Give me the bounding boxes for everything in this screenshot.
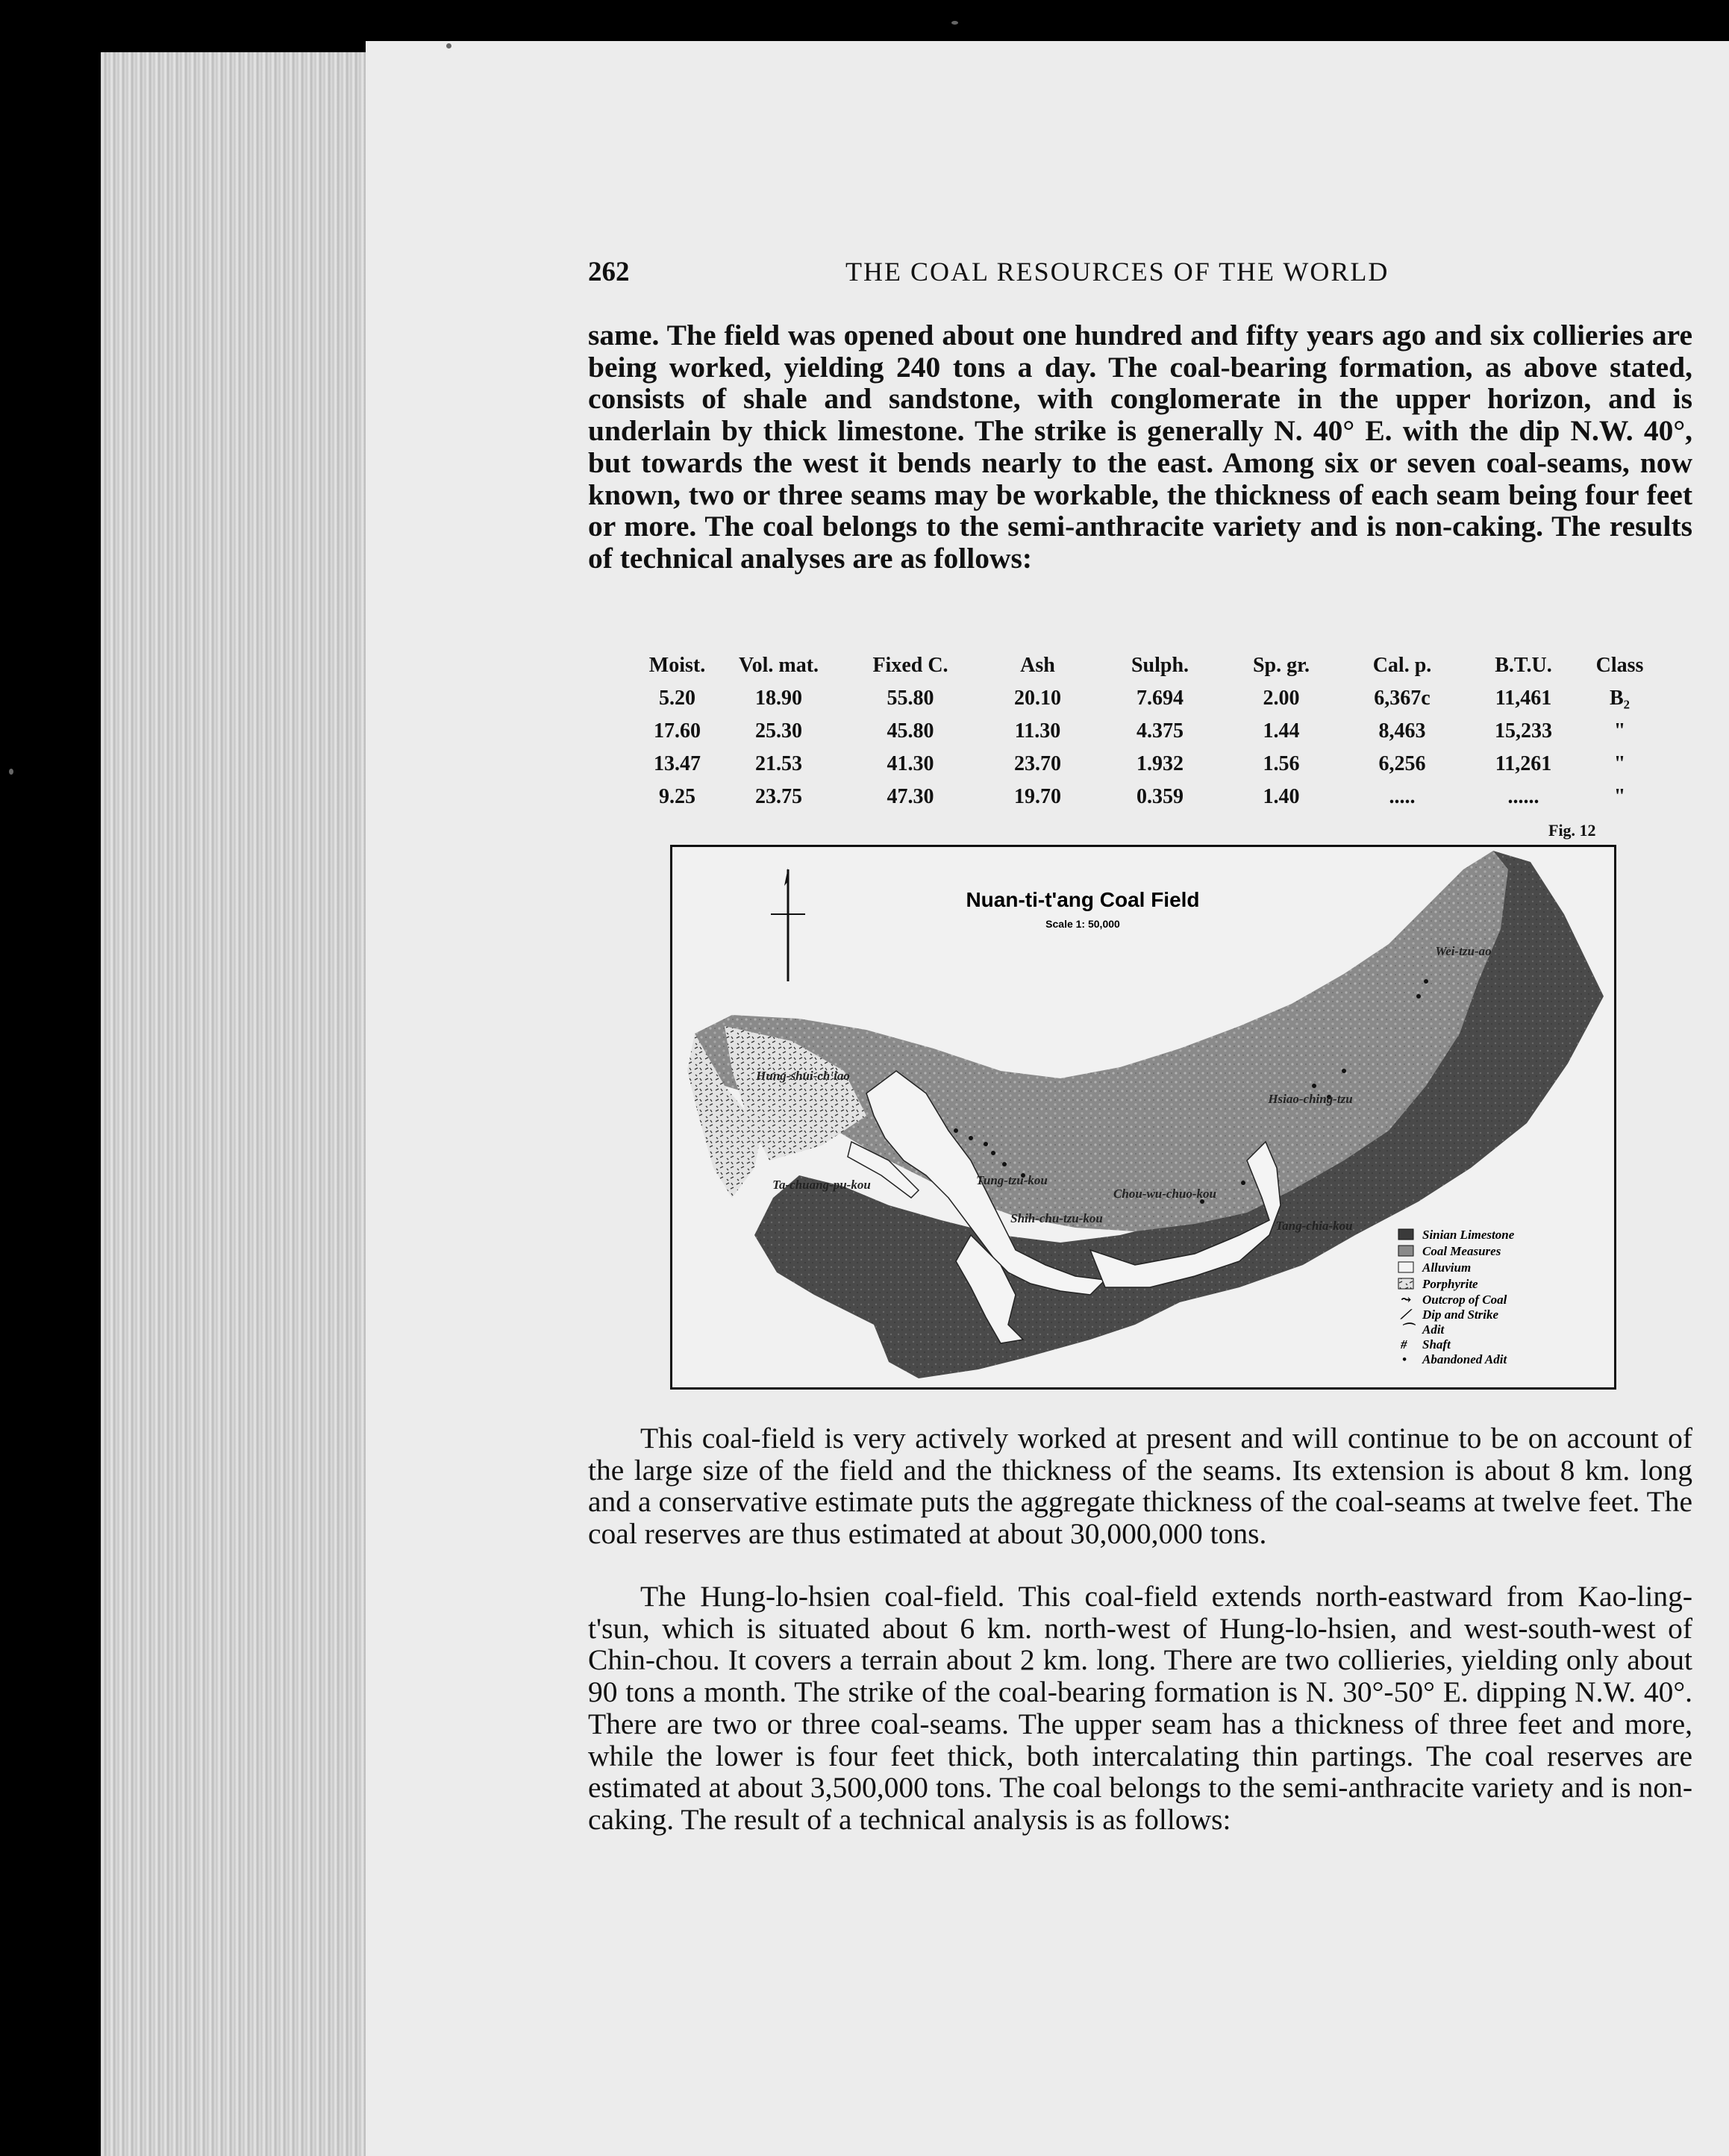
table-cell: " [1613,752,1626,775]
table-cell: " [1613,719,1626,743]
shaft-symbol-icon: # [1401,1337,1407,1352]
table-cell: 5.20 [659,687,695,710]
sinian-limestone-swatch [1398,1229,1413,1240]
col-header: B.T.U. [1495,654,1552,677]
map-scale: Scale 1: 50,000 [1045,918,1120,930]
paragraph-hung-lo-hsien: The Hung-lo-hsien coal-field. This coal-field extends north-eastward from Kao-ling-t'sun, which is situated about 6 km. north-west of Hung-lo-hsien, and west-south-west of Chin-chou. It covers a terrain about 2 km. long. There are two collieries, yielding only about 90 tons a month. The strike of the coal-bearing formation is N. 30°-50° E. dipping N.W. 40°. There are two or three coal-seams. The upper seam has a thickness of three feet and more, while the lower is four feet thick, both intercalating thin partings. The coal reserves are estimated at about 3,500,000 tons. The coal belongs to the semi-anthracite variety and is non-caking. The result of a technical analysis is as follows: [588,1580,1692,1836]
table-cell: 20.10 [1014,687,1061,710]
table-cell: 2.00 [1263,687,1300,710]
table-cell: 4.375 [1136,719,1184,743]
dust-speck [446,43,451,49]
table-cell: 17.60 [654,719,701,743]
legend-label: Sinian Limestone [1422,1228,1515,1242]
table-row [642,715,1655,748]
table-cell: B₂ [1609,687,1630,710]
col-header: Cal. p. [1372,654,1432,677]
map-drawing [672,847,1614,1387]
table-cell: 47.30 [887,785,934,808]
table-cell: 11,261 [1495,752,1552,775]
legend-label: Coal Measures [1422,1244,1501,1258]
col-header: Fixed C. [872,654,948,677]
col-header: Class [1595,654,1644,677]
place-label: Wei-tzu-ao [1435,944,1492,958]
place-label: Shih-chu-tzu-kou [1010,1211,1103,1225]
place-label: Chou-wu-chuo-kou [1113,1187,1216,1201]
alluvium-swatch [1398,1262,1413,1272]
running-head [588,256,1692,293]
table-cell: 45.80 [887,719,934,743]
table-cell: 7.694 [1136,687,1184,710]
table-cell: 6,256 [1378,752,1426,775]
table-cell: 13.47 [654,752,701,775]
dust-speck [951,21,958,25]
place-label: Ta-chuang-pu-kou [772,1178,871,1192]
place-label: Hung-shui-ch'iao [756,1069,850,1083]
col-header: Vol. mat. [738,654,819,677]
table-cell: 11.30 [1014,719,1061,743]
page-header-title: THE COAL RESOURCES OF THE WORLD [845,257,1389,287]
coal-field-map [670,845,1616,1390]
porphyrite-swatch [1398,1278,1413,1289]
table-cell: " [1613,785,1626,808]
table-cell: 15,233 [1495,719,1552,743]
table-cell: 23.70 [1014,752,1061,775]
paragraph-field-description: same. The field was opened about one hundred and fifty years ago and six collieries are being worked, yielding 240 tons a day. The coal-bearing formation, as above stated, consists of shale and sandstone, with conglomerate in the upper horizon, and is underlain by thick limestone. The strike is generally N. 40° E. with the dip N.W. 40°, but towards the west it bends nearly to the east. Among six or seven coal-seams, now known, two or three seams may be workable, the thickness of each seam being four feet or more. The coal belongs to the semi-anthracite variety and is non-caking. The results of technical analyses are as follows: [588,319,1692,575]
figure-label: Fig. 12 [1548,821,1596,840]
col-header: Sulph. [1131,654,1189,677]
dust-speck [9,769,13,775]
legend-label: Dip and Strike [1422,1307,1499,1322]
table-row [642,748,1655,781]
table-cell: 25.30 [755,719,802,743]
outcrop-symbol-icon: ⤳ [1401,1293,1412,1307]
table-cell: 19.70 [1014,785,1061,808]
table-cell: 1.44 [1263,719,1300,743]
table-cell: 11,461 [1495,687,1552,710]
table-cell: 8,463 [1378,719,1426,743]
table-cell: 23.75 [755,785,802,808]
place-label: Tang-chia-kou [1275,1219,1353,1233]
table-cell: 21.53 [755,752,802,775]
coal-measures-swatch [1398,1246,1413,1256]
table-cell: 0.359 [1136,785,1184,808]
analysis-table [642,649,1655,813]
paragraph-field-estimate: This coal-field is very actively worked at present and will continue to be on account of the large size of the field and the thickness of the seams. Its extension is about 8 km. long and a conservative estimate puts the aggregate thickness of the coal-seams at twelve feet. The coal reserves are thus estimated at about 30,000,000 tons. [588,1422,1692,1551]
place-label: Hsiao-ching-tzu [1268,1092,1353,1106]
table-cell: 6,367c [1374,687,1431,710]
col-header: Moist. [648,654,706,677]
table-cell: 41.30 [887,752,934,775]
table-cell: 18.90 [755,687,802,710]
north-arrow-icon [771,868,805,981]
table-cell: ...... [1507,785,1539,808]
table-cell: ..... [1389,785,1416,808]
legend-label: Shaft [1422,1337,1451,1352]
book-page-edges [101,52,369,2156]
abandoned-adit-symbol-icon: • [1402,1352,1407,1366]
page-number: 262 [588,257,630,287]
legend-label: Adit [1422,1322,1445,1337]
table-cell: 9.25 [659,785,695,808]
legend-label: Outcrop of Coal [1422,1293,1507,1307]
table-cell: 1.40 [1263,785,1300,808]
legend-label: Alluvium [1422,1260,1472,1275]
legend-label: Abandoned Adit [1422,1352,1507,1366]
table-row [642,781,1655,813]
col-header: Ash [1020,654,1055,677]
table-cell: 1.932 [1136,752,1184,775]
table-cell: 55.80 [887,687,934,710]
analysis-header-row [642,649,1655,682]
dip-strike-symbol-icon: ⟋ [1401,1307,1410,1322]
map-legend [1398,1228,1515,1366]
table-row [642,682,1655,715]
map-title: Nuan-ti-t'ang Coal Field [966,888,1200,911]
table-cell: 1.56 [1263,752,1300,775]
adit-symbol-icon: ⌒ [1401,1322,1413,1337]
legend-label: Porphyrite [1422,1277,1478,1291]
place-label: Tung-tzu-kou [976,1173,1048,1187]
col-header: Sp. gr. [1252,654,1310,677]
